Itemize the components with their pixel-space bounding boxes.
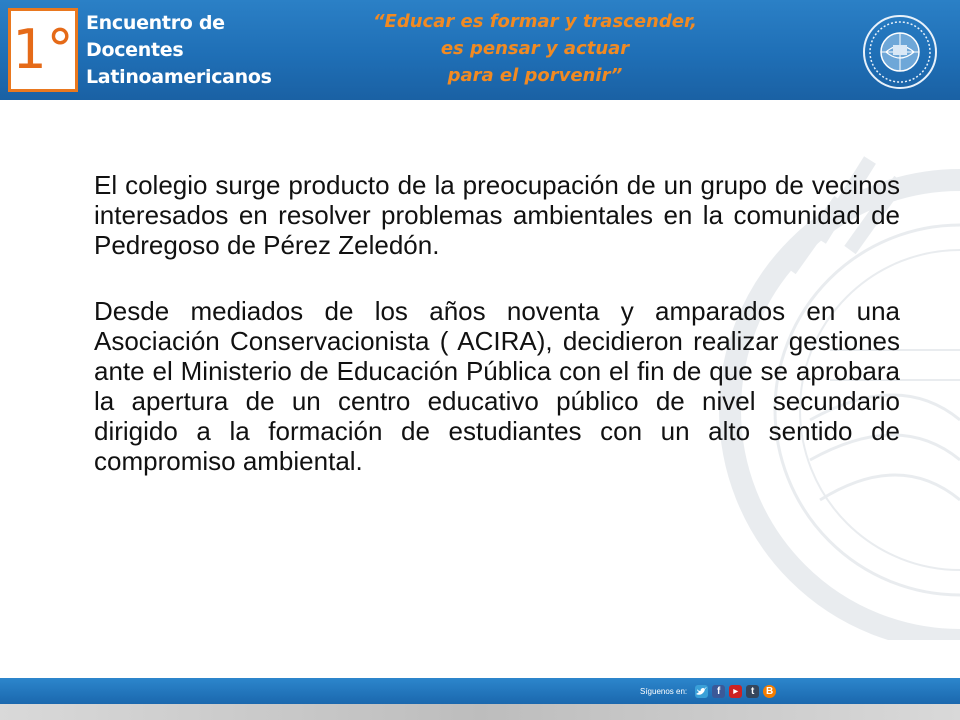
paragraph-origin: El colegio surge producto de la preocupación de un grupo de vecinos interesados en resolver problemas ambientales en la comunidad de Pedregoso de Pérez Zeledón. [94,170,900,260]
slide-body [94,170,900,476]
motto-quote [340,8,730,89]
quote-line: para el porvenir” [447,65,623,86]
title-line: Latinoamericanos [86,66,272,88]
quote-line: “Educar es formar y trascender, [372,11,698,32]
facebook-icon[interactable]: f [712,685,725,698]
follow-label: Síguenos en: [640,686,688,696]
event-title [86,10,272,91]
quote-line: es pensar y actuar [440,38,630,59]
header-band [0,0,960,100]
event-logo [8,8,78,92]
title-line: Encuentro de [86,12,225,34]
footer-strip [0,704,960,720]
paragraph-history: Desde mediados de los años noventa y amparados en una Asociación Conservacionista ( ACIRA), decidieron realizar gestiones ante el Ministerio de Educación Pública con el fin de que se aprobara la apertura de un centro educativo público de nivel secundario dirigido a la formación de estudiantes con un alto sentido de compromiso ambiental. [94,296,900,476]
social-follow [640,684,776,698]
title-line: Docentes [86,39,184,61]
tumblr-icon[interactable]: t [746,685,759,698]
twitter-icon[interactable] [695,685,708,698]
logo-number: 1° [12,18,74,81]
university-seal-icon [862,14,938,90]
blogger-icon[interactable]: B [763,685,776,698]
youtube-icon[interactable]: ▶ [729,685,742,698]
footer-band [0,678,960,704]
